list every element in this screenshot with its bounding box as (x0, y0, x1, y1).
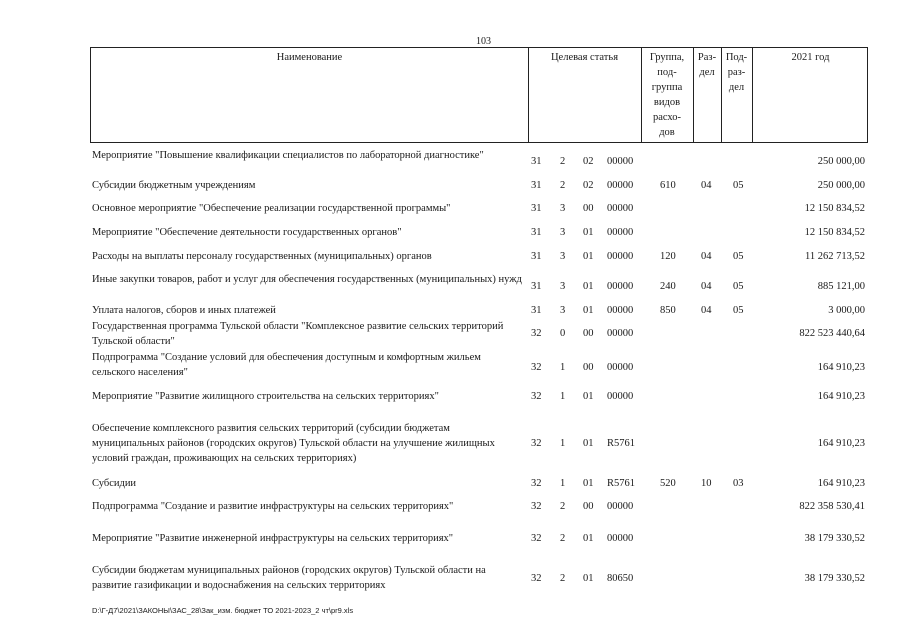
row-target-3: 01 (583, 438, 594, 449)
row-target-4: 00000 (607, 362, 634, 373)
row-target-4: 00000 (607, 533, 634, 544)
row-amount: 164 910,23 (817, 438, 865, 449)
row-group: 610 (660, 180, 676, 191)
row-target-4: 00000 (607, 328, 634, 339)
row-target-1: 32 (531, 438, 542, 449)
row-target-3: 00 (583, 362, 594, 373)
row-target-2: 2 (560, 533, 566, 544)
row-group: 120 (660, 251, 676, 262)
row-target-3: 01 (583, 533, 594, 544)
row-name: Мероприятие "Развитие инженерной инфраструктуры на сельских территориях" (92, 533, 454, 544)
row-amount: 822 523 440,64 (799, 328, 865, 339)
row-target-3: 01 (583, 281, 594, 292)
row-target-4: 00000 (607, 156, 634, 167)
row-target-2: 2 (560, 501, 566, 512)
row-subsection: 05 (733, 251, 744, 262)
row-target-1: 31 (531, 203, 542, 214)
row-name: Государственная программа Тульской области "Комплексное развитие сельских территорий Тульской области" (92, 321, 504, 347)
page-number: 103 (476, 36, 491, 47)
row-subsection: 05 (733, 281, 744, 292)
row-target-3: 00 (583, 328, 594, 339)
row-target-4: 00000 (607, 180, 634, 191)
row-target-1: 31 (531, 180, 542, 191)
header-target-article: Целевая статья (550, 52, 619, 63)
header-expense-group: Группа, под- группа видов расхо- дов (649, 52, 685, 138)
row-target-1: 32 (531, 362, 542, 373)
row-target-3: 00 (583, 203, 594, 214)
row-target-3: 02 (583, 156, 594, 167)
row-group: 240 (660, 281, 676, 292)
row-subsection: 03 (733, 478, 744, 489)
row-target-4: R5761 (607, 438, 636, 449)
row-name: Обеспечение комплексного развития сельских территорий (субсидии бюджетам муниципальных районов (городских округов) Тульской области на улучшение жилищных условий граждан, проживающих на сельских территориях) (92, 423, 495, 464)
row-target-1: 32 (531, 391, 542, 402)
row-section: 04 (701, 281, 712, 292)
row-name: Подпрограмма "Создание условий для обеспечения доступным и комфортным жильем сельского населения" (92, 352, 481, 378)
row-target-3: 01 (583, 305, 594, 316)
row-amount: 12 150 834,52 (804, 227, 865, 238)
row-name: Основное мероприятие "Обеспечение реализации государственной программы" (92, 203, 451, 214)
row-name: Уплата налогов, сборов и иных платежей (92, 305, 276, 316)
row-target-2: 3 (560, 251, 566, 262)
row-target-1: 32 (531, 328, 542, 339)
row-target-2: 3 (560, 227, 566, 238)
row-target-2: 3 (560, 281, 566, 292)
row-target-4: 00000 (607, 251, 634, 262)
row-amount: 164 910,23 (817, 478, 865, 489)
row-target-1: 32 (531, 533, 542, 544)
row-target-4: R5761 (607, 478, 636, 489)
row-target-4: 00000 (607, 501, 634, 512)
row-name: Субсидии (92, 478, 137, 489)
row-target-2: 1 (560, 391, 566, 402)
row-section: 04 (701, 251, 712, 262)
row-section: 04 (701, 180, 712, 191)
row-target-3: 01 (583, 391, 594, 402)
row-target-3: 01 (583, 251, 594, 262)
row-target-2: 1 (560, 478, 566, 489)
row-target-1: 31 (531, 305, 542, 316)
row-group: 520 (660, 478, 676, 489)
row-target-2: 2 (560, 573, 566, 584)
row-amount: 38 179 330,52 (804, 533, 865, 544)
row-amount: 12 150 834,52 (804, 203, 865, 214)
row-section: 10 (701, 478, 712, 489)
row-amount: 3 000,00 (828, 305, 865, 316)
row-amount: 38 179 330,52 (804, 573, 865, 584)
row-name: Мероприятие "Развитие жилищного строительства на сельских территориях" (92, 391, 439, 402)
row-amount: 164 910,23 (817, 391, 865, 402)
row-target-1: 32 (531, 478, 542, 489)
row-amount: 885 121,00 (817, 281, 865, 292)
row-amount: 250 000,00 (817, 180, 865, 191)
table-header (90, 47, 868, 143)
row-section: 04 (701, 305, 712, 316)
header-name: Наименование (276, 52, 343, 63)
row-amount: 11 262 713,52 (805, 251, 865, 262)
row-target-2: 1 (560, 362, 566, 373)
row-target-3: 01 (583, 227, 594, 238)
row-name: Подпрограмма "Создание и развитие инфраструктуры на сельских территориях" (92, 501, 454, 512)
row-amount: 822 358 530,41 (799, 501, 865, 512)
row-name: Субсидии бюджетным учреждениям (92, 180, 256, 191)
header-section: Раз- дел (697, 52, 717, 78)
row-target-4: 00000 (607, 391, 634, 402)
row-target-1: 32 (531, 573, 542, 584)
file-path-footer: D:\Г-Д7\2021\ЗАКОНЫ\ЗАС_28\Зак_изм. бюджет ТО 2021-2023_2 чт\pr9.xls (92, 606, 354, 615)
row-target-3: 01 (583, 478, 594, 489)
row-target-2: 3 (560, 203, 566, 214)
row-target-4: 00000 (607, 305, 634, 316)
row-name: Мероприятие "Обеспечение деятельности государственных органов" (92, 227, 402, 238)
row-target-3: 00 (583, 501, 594, 512)
row-target-1: 32 (531, 501, 542, 512)
row-target-2: 3 (560, 305, 566, 316)
row-target-1: 31 (531, 227, 542, 238)
row-subsection: 05 (733, 305, 744, 316)
row-name: Расходы на выплаты персоналу государственных (муниципальных) органов (92, 251, 432, 262)
row-target-1: 31 (531, 281, 542, 292)
row-target-2: 0 (560, 328, 566, 339)
row-target-2: 1 (560, 438, 566, 449)
row-target-1: 31 (531, 251, 542, 262)
header-year: 2021 год (791, 52, 830, 63)
row-target-4: 00000 (607, 281, 634, 292)
row-target-2: 2 (560, 156, 566, 167)
row-target-1: 31 (531, 156, 542, 167)
row-target-2: 2 (560, 180, 566, 191)
row-target-4: 80650 (607, 573, 634, 584)
row-target-3: 01 (583, 573, 594, 584)
row-subsection: 05 (733, 180, 744, 191)
row-name: Субсидии бюджетам муниципальных районов (городских округов) Тульской области на развитие газификации и водоснабжения на сельских территориях (92, 565, 486, 591)
header-subsection: Под- раз- дел (725, 52, 748, 93)
row-target-4: 00000 (607, 227, 634, 238)
row-group: 850 (660, 305, 676, 316)
row-amount: 250 000,00 (817, 156, 865, 167)
row-name: Мероприятие "Повышение квалификации специалистов по лабораторной диагностике" (92, 150, 484, 161)
row-amount: 164 910,23 (817, 362, 865, 373)
row-target-4: 00000 (607, 203, 634, 214)
row-target-3: 02 (583, 180, 594, 191)
row-name: Иные закупки товаров, работ и услуг для обеспечения государственных (муниципальных) нужд (92, 274, 522, 285)
